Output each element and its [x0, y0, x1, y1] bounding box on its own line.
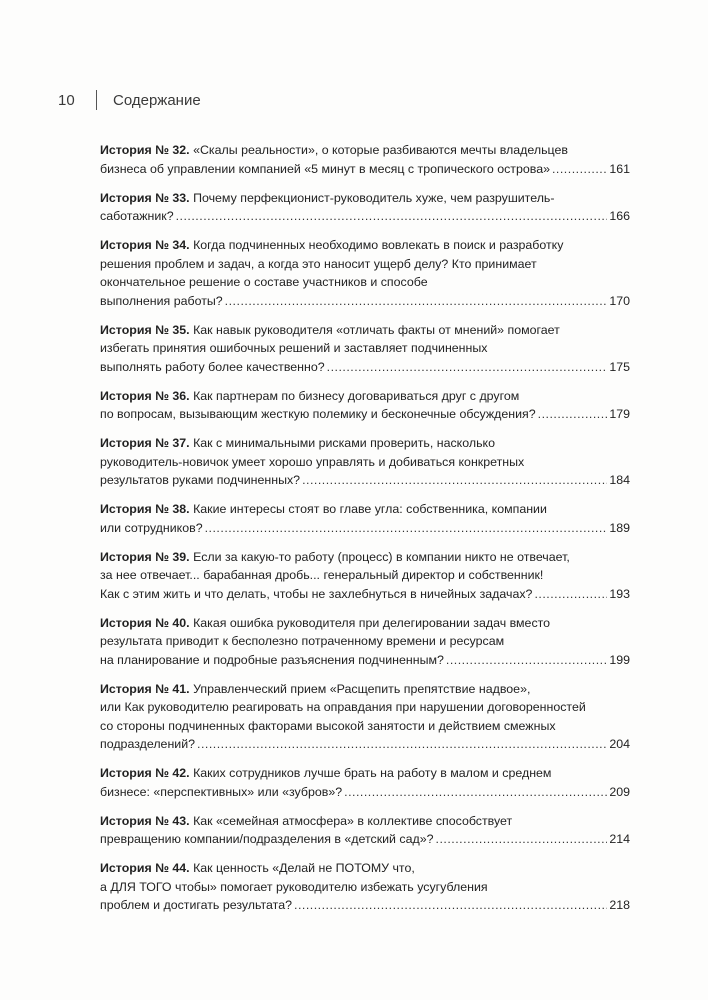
toc-entry-text: руководитель-новичок умеет хорошо управлять и добиваться конкретных — [100, 454, 525, 469]
toc-entry-text: саботажник? — [100, 209, 174, 223]
toc-entry-text: Каких сотрудников лучше брать на работу в малом и среднем — [193, 766, 552, 780]
toc-entry-text: решения проблем и задач, а когда это наносит ущерб делу? Кто принимает — [100, 256, 537, 271]
toc-page-number: 209 — [609, 784, 630, 799]
toc-entry — [100, 141, 630, 178]
toc-entry-line — [100, 189, 630, 208]
toc-entry-text: выполнения работы? — [100, 293, 223, 308]
toc-entry — [100, 859, 630, 915]
toc-entry-last-line — [100, 292, 630, 311]
page-number: 10 — [58, 91, 75, 109]
header-divider — [96, 90, 97, 110]
toc-entry — [100, 812, 630, 849]
toc-entry-line — [100, 566, 630, 585]
dot-leader — [538, 405, 608, 424]
toc-page-number: 179 — [609, 407, 630, 421]
toc-entry-text: Почему перфекционист-руководитель хуже, чем разрушитель- — [193, 190, 555, 205]
toc-entry-last-line — [100, 519, 630, 538]
toc-entry-text: выполнять работу более качественно? — [100, 359, 325, 374]
dot-leader — [197, 735, 607, 754]
table-of-contents — [100, 141, 630, 925]
toc-entry-line — [100, 141, 630, 160]
toc-entry-last-line — [100, 735, 630, 754]
toc-entry-text: Когда подчиненных необходимо вовлекать в поиск и разработку — [193, 238, 564, 252]
running-header — [58, 88, 201, 112]
toc-entry-line — [100, 255, 630, 274]
toc-entry-label: История № 32. — [100, 143, 190, 157]
dot-leader — [446, 651, 607, 670]
toc-entry-text: за нее отвечает... барабанная дробь... генеральный директор и собственник! — [100, 568, 544, 582]
toc-entry-line — [100, 764, 630, 783]
toc-entry-last-line — [100, 471, 630, 490]
toc-page-number: 184 — [609, 473, 630, 487]
toc-entry — [100, 614, 630, 670]
toc-entry-line — [100, 548, 630, 567]
toc-page-number: 199 — [609, 652, 630, 667]
dot-leader — [436, 830, 608, 849]
toc-entry-line — [100, 878, 630, 897]
toc-entry-label: История № 41. — [100, 681, 190, 696]
toc-entry — [100, 680, 630, 754]
toc-entry — [100, 764, 630, 801]
toc-entry-text: бизнесе: «перспективных» или «зубров»? — [100, 784, 343, 799]
toc-entry-text: Как навык руководителя «отличать факты от мнений» помогает — [193, 322, 560, 337]
toc-entry-line — [100, 321, 630, 340]
toc-entry-text: Если за какую-то работу (процесс) в компании никто не отвечает, — [193, 549, 570, 564]
toc-page-number: 204 — [609, 737, 630, 751]
toc-entry — [100, 321, 630, 377]
toc-entry-line — [100, 434, 630, 453]
toc-entry-line — [100, 680, 630, 699]
toc-entry-text: результата приводит к бесполезно потраченному времени и ресурсам — [100, 634, 505, 648]
toc-entry-line — [100, 632, 630, 651]
toc-entry-line — [100, 236, 630, 255]
toc-entry-text: результатов руками подчиненных? — [100, 473, 301, 487]
toc-entry-last-line — [100, 651, 630, 670]
toc-entry-label: История № 37. — [100, 436, 190, 450]
toc-page-number: 214 — [609, 832, 630, 846]
toc-entry-last-line — [100, 160, 630, 179]
toc-entry-label: История № 44. — [100, 861, 190, 875]
dot-leader — [534, 585, 607, 604]
toc-page-number: 189 — [609, 520, 630, 535]
toc-entry-text: Управленческий прием «Расщепить препятствие надвое», — [193, 681, 531, 696]
toc-entry-text: Как с этим жить и что делать, чтобы не захлебнуться в ничейных задачах? — [100, 586, 533, 601]
dot-leader — [302, 471, 607, 490]
toc-entry-text: Как ценность «Делай не ПОТОМУ что, — [193, 861, 415, 875]
toc-entry-text: Какие интересы стоят во главе угла: собственника, компании — [193, 502, 547, 516]
toc-page-number: 175 — [609, 359, 630, 374]
toc-entry-label: История № 39. — [100, 549, 190, 564]
toc-entry-text: «Скалы реальности», о которые разбиваются мечты владельцев — [193, 143, 568, 157]
toc-entry-last-line — [100, 783, 630, 802]
toc-page-number: 218 — [609, 898, 630, 912]
toc-entry-text: проблем и достигать результата? — [100, 898, 292, 912]
toc-page-number: 193 — [609, 586, 630, 601]
toc-entry — [100, 500, 630, 537]
toc-entry-text: со стороны подчиненных факторами высокой занятости и действием смежных — [100, 718, 556, 733]
toc-entry-last-line — [100, 207, 630, 226]
toc-entry-line — [100, 698, 630, 717]
toc-entry-last-line — [100, 358, 630, 377]
toc-entry-text: Как партнерам по бизнесу договариваться друг с другом — [193, 388, 520, 403]
dot-leader — [225, 292, 608, 311]
toc-entry-label: История № 36. — [100, 388, 190, 403]
toc-entry-text: Как «семейная атмосфера» в коллективе способствует — [193, 813, 513, 828]
toc-entry-line — [100, 500, 630, 519]
toc-entry-text: окончательное решение о составе участников и способе — [100, 275, 428, 289]
toc-entry — [100, 548, 630, 604]
dot-leader — [327, 358, 608, 377]
dot-leader — [176, 207, 608, 226]
toc-entry-last-line — [100, 830, 630, 849]
toc-entry-label: История № 43. — [100, 813, 190, 828]
toc-entry-text: а ДЛЯ ТОГО чтобы» помогает руководителю избежать усугубления — [100, 879, 488, 894]
toc-entry-line — [100, 812, 630, 831]
toc-entry-line — [100, 453, 630, 472]
toc-entry-last-line — [100, 585, 630, 604]
toc-entry-label: История № 40. — [100, 615, 190, 630]
toc-entry-text: Какая ошибка руководителя при делегировании задач вместо — [193, 615, 551, 630]
toc-entry-text: на планирование и подробные разъяснения подчиненным? — [100, 652, 444, 667]
toc-entry-label: История № 33. — [100, 190, 190, 205]
toc-entry-text: превращению компании/подразделения в «детский сад»? — [100, 832, 434, 846]
toc-entry-text: подразделений? — [100, 737, 196, 751]
dot-leader — [205, 519, 608, 538]
toc-entry — [100, 236, 630, 310]
toc-entry-line — [100, 339, 630, 358]
toc-entry-text: избегать принятия ошибочных решений и заставляет подчиненных — [100, 341, 488, 355]
toc-entry-text: бизнеса об управлении компанией «5 минут в месяц с тропического острова» — [100, 161, 550, 176]
toc-entry-label: История № 42. — [100, 766, 190, 780]
dot-leader — [344, 783, 607, 802]
toc-entry-text: или сотрудников? — [100, 520, 203, 535]
toc-page-number: 170 — [609, 293, 630, 308]
toc-entry-last-line — [100, 405, 630, 424]
toc-entry — [100, 434, 630, 490]
dot-leader — [552, 160, 607, 179]
toc-entry-text: по вопросам, вызывающим жесткую полемику и бесконечные обсуждения? — [100, 407, 536, 421]
toc-entry-label: История № 34. — [100, 238, 190, 252]
toc-entry-label: История № 38. — [100, 502, 190, 516]
toc-entry-line — [100, 859, 630, 878]
section-title: Содержание — [113, 91, 201, 109]
toc-page-number: 161 — [609, 161, 630, 176]
toc-entry-last-line — [100, 896, 630, 915]
toc-entry-line — [100, 614, 630, 633]
toc-entry-line — [100, 273, 630, 292]
dot-leader — [294, 896, 607, 915]
toc-entry-text: Как с минимальными рисками проверить, насколько — [193, 436, 495, 450]
toc-entry-label: История № 35. — [100, 322, 190, 337]
toc-entry-text: или Как руководителю реагировать на оправдания при нарушении договоренностей — [100, 700, 586, 714]
toc-entry-line — [100, 717, 630, 736]
toc-entry — [100, 387, 630, 424]
toc-entry — [100, 189, 630, 226]
toc-page-number: 166 — [609, 209, 630, 223]
toc-entry-line — [100, 387, 630, 406]
